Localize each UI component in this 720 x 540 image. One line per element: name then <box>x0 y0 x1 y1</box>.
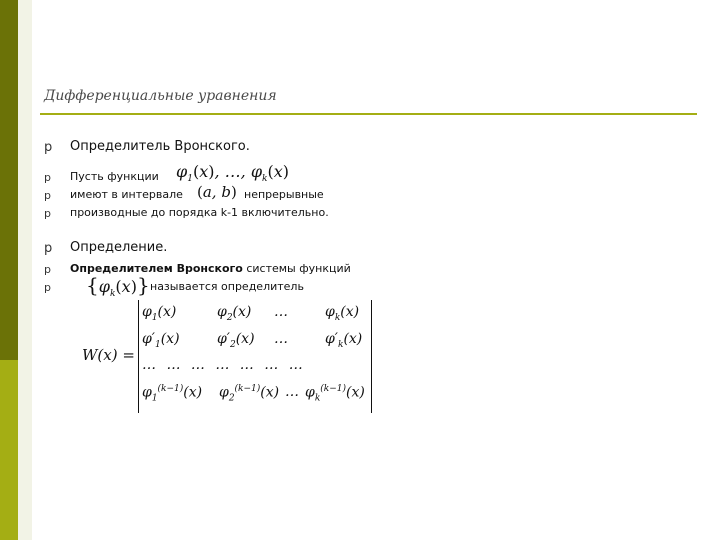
title-rule <box>40 113 697 115</box>
text-line-continuous: непрерывные <box>244 188 324 201</box>
bullet-marker: p <box>44 281 51 294</box>
left-decor-bar-light <box>0 360 18 540</box>
bullet-marker: p <box>44 140 53 155</box>
matrix-cell: $\varphi_1^{(k-1)}(x)$ <box>142 384 203 404</box>
left-decor-strip <box>18 0 32 540</box>
matrix-cell: … <box>274 331 288 347</box>
matrix-cell: $\varphi_k(x)$ <box>325 304 360 323</box>
bullet-marker: p <box>44 263 51 276</box>
formula-function-system: $\{\varphi_k(x)\}$ <box>86 273 150 300</box>
matrix-row-ellipsis: … … … … … … … <box>142 357 306 373</box>
matrix-cell: $\varphi_k^{(k-1)}(x)$ <box>305 384 365 404</box>
text-line-derivatives: производные до порядка k-1 включительно. <box>70 206 329 219</box>
matrix-cell: $\varphi'_k(x)$ <box>325 331 363 350</box>
text-definition-bold: Определителем Вронского <box>70 262 243 275</box>
bullet-marker: p <box>44 189 51 202</box>
matrix-cell: … <box>285 384 299 400</box>
text-line-interval: имеют в интервале <box>70 188 183 201</box>
matrix-cell: $\varphi'_2(x)$ <box>217 331 255 350</box>
wronskian-label: W(x) = <box>82 346 135 364</box>
formula-function-list: $\varphi_1(x)$, …, $\varphi_k(x)$ <box>176 162 290 185</box>
bullet-marker: p <box>44 171 51 184</box>
text-line-functions: Пусть функции <box>70 170 159 183</box>
bullet-marker: p <box>44 241 53 256</box>
matrix-cell: $\varphi'_1(x)$ <box>142 331 180 350</box>
heading-wronskian: Определитель Вронского. <box>70 139 250 154</box>
matrix-cell: $\varphi_2(x)$ <box>217 304 252 323</box>
bullet-marker: p <box>44 207 51 220</box>
left-decor-bar-dark <box>0 0 18 360</box>
wronskian-matrix <box>138 300 372 413</box>
matrix-cell: $\varphi_2^{(k-1)}(x)$ <box>219 384 280 404</box>
heading-definition: Определение. <box>70 240 168 255</box>
formula-interval: (a, b) <box>197 183 237 201</box>
slide-title: Дифференциальные уравнения <box>44 88 277 104</box>
text-called-determinant: называется определитель <box>150 280 304 293</box>
matrix-cell: … <box>274 304 288 320</box>
matrix-cell: $\varphi_1(x)$ <box>142 304 177 323</box>
text-definition-rest: системы функций <box>246 262 351 275</box>
